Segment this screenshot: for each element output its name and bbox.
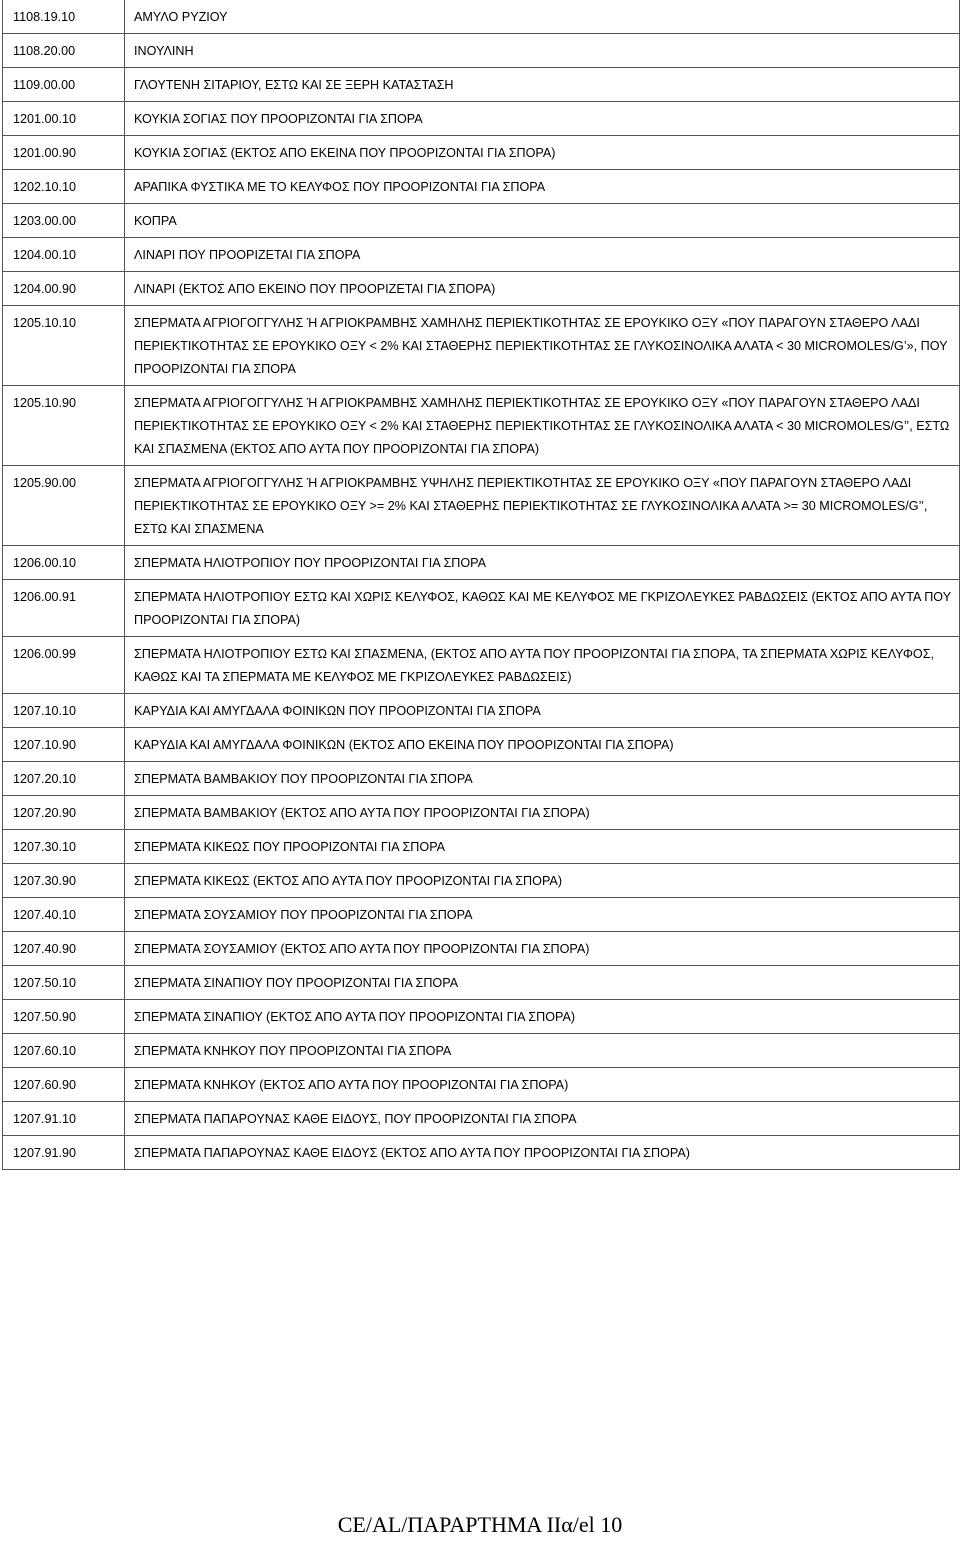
tariff-code-cell: 1207.60.10 [3, 1034, 125, 1068]
tariff-code-cell: 1207.30.90 [3, 864, 125, 898]
table-body [3, 0, 959, 1169]
tariff-code-cell: 1206.00.91 [3, 580, 125, 637]
description-cell: ΣΠΕΡΜΑΤΑ ΑΓΡΙΟΓΟΓΓΥΛΗΣ Ή ΑΓΡΙΟΚΡΑΜΒΗΣ ΧΑΜΗΛΗΣ ΠΕΡΙΕΚΤΙΚΟΤΗΤΑΣ ΣΕ ΕΡΟΥΚΙΚΟ ΟΞΥ «ΠΟΥ ΠΑΡΑΓΟΥΝ ΣΤΑΘΕΡΟ ΛΑΔΙ ΠΕΡΙΕΚΤΙΚΟΤΗΤΑΣ ΣΕ ΕΡΟΥΚΙΚΟ ΟΞΥ < 2% ΚΑΙ ΣΤΑΘΕΡΗΣ ΠΕΡΙΕΚΤΙΚΟΤΗΤΑΣ ΣΕ ΓΛΥΚΟΣΙΝΟΛΙΚΑ ΑΛΑΤΑ < 30 MICROMOLES/G’’, ΕΣΤΩ ΚΑΙ ΣΠΑΣΜΕΝΑ (ΕΚΤΟΣ ΑΠΟ ΑΥΤΑ ΠΟΥ ΠΡΟΟΡΙΖΟΝΤΑΙ ΓΙΑ ΣΠΟΡΑ) [125, 386, 960, 466]
description-cell: ΑΡΑΠΙΚΑ ΦΥΣΤΙΚΑ ΜΕ ΤΟ ΚΕΛΥΦΟΣ ΠΟΥ ΠΡΟΟΡΙΖΟΝΤΑΙ ΓΙΑ ΣΠΟΡΑ [125, 170, 960, 204]
table-row [3, 306, 959, 386]
table-row [3, 694, 959, 728]
description-cell: ΣΠΕΡΜΑΤΑ ΣΙΝΑΠΙΟΥ ΠΟΥ ΠΡΟΟΡΙΖΟΝΤΑΙ ΓΙΑ ΣΠΟΡΑ [125, 966, 960, 1000]
page-footer: CE/AL/ΠΑΡΑΡΤΗΜΑ IIα/el 10 [337, 1512, 623, 1537]
description-cell: ΣΠΕΡΜΑΤΑ ΣΙΝΑΠΙΟΥ (ΕΚΤΟΣ ΑΠΟ ΑΥΤΑ ΠΟΥ ΠΡΟΟΡΙΖΟΝΤΑΙ ΓΙΑ ΣΠΟΡΑ) [125, 1000, 960, 1034]
tariff-code-cell: 1207.50.10 [3, 966, 125, 1000]
description-cell: ΚΟΠΡΑ [125, 204, 960, 238]
table-row [3, 204, 959, 238]
description-cell: ΚΟΥΚΙΑ ΣΟΓΙΑΣ ΠΟΥ ΠΡΟΟΡΙΖΟΝΤΑΙ ΓΙΑ ΣΠΟΡΑ [125, 102, 960, 136]
table-row [3, 830, 959, 864]
description-cell: ΚΟΥΚΙΑ ΣΟΓΙΑΣ (ΕΚΤΟΣ ΑΠΟ ΕΚΕΙΝΑ ΠΟΥ ΠΡΟΟΡΙΖΟΝΤΑΙ ΓΙΑ ΣΠΟΡΑ) [125, 136, 960, 170]
description-cell: ΣΠΕΡΜΑΤΑ ΚΝΗΚΟΥ ΠΟΥ ΠΡΟΟΡΙΖΟΝΤΑΙ ΓΙΑ ΣΠΟΡΑ [125, 1034, 960, 1068]
table-row [3, 546, 959, 580]
tariff-code-cell: 1205.10.10 [3, 306, 125, 386]
table-row [3, 966, 959, 1000]
table-row [3, 34, 959, 68]
description-cell: ΣΠΕΡΜΑΤΑ ΑΓΡΙΟΓΟΓΓΥΛΗΣ Ή ΑΓΡΙΟΚΡΑΜΒΗΣ ΥΨΗΛΗΣ ΠΕΡΙΕΚΤΙΚΟΤΗΤΑΣ ΣΕ ΕΡΟΥΚΙΚΟ ΟΞΥ «ΠΟΥ ΠΑΡΑΓΟΥΝ ΣΤΑΘΕΡΟ ΛΑΔΙ ΠΕΡΙΕΚΤΙΚΟΤΗΤΑΣ ΣΕ ΕΡΟΥΚΙΚΟ ΟΞΥ >= 2% ΚΑΙ ΣΤΑΘΕΡΗΣ ΠΕΡΙΕΚΤΙΚΟΤΗΤΑΣ ΣΕ ΓΛΥΚΟΣΙΝΟΛΙΚΑ ΑΛΑΤΑ >= 30 MICROMOLES/G’’, ΕΣΤΩ ΚΑΙ ΣΠΑΣΜΕΝΑ [125, 466, 960, 546]
description-cell: ΛΙΝΑΡΙ (ΕΚΤΟΣ ΑΠΟ ΕΚΕΙΝΟ ΠΟΥ ΠΡΟΟΡΙΖΕΤΑΙ ΓΙΑ ΣΠΟΡΑ) [125, 272, 960, 306]
tariff-code-cell: 1207.10.90 [3, 728, 125, 762]
description-cell: ΣΠΕΡΜΑΤΑ ΑΓΡΙΟΓΟΓΓΥΛΗΣ Ή ΑΓΡΙΟΚΡΑΜΒΗΣ ΧΑΜΗΛΗΣ ΠΕΡΙΕΚΤΙΚΟΤΗΤΑΣ ΣΕ ΕΡΟΥΚΙΚΟ ΟΞΥ «ΠΟΥ ΠΑΡΑΓΟΥΝ ΣΤΑΘΕΡΟ ΛΑΔΙ ΠΕΡΙΕΚΤΙΚΟΤΗΤΑΣ ΣΕ ΕΡΟΥΚΙΚΟ ΟΞΥ < 2% ΚΑΙ ΣΤΑΘΕΡΗΣ ΠΕΡΙΕΚΤΙΚΟΤΗΤΑΣ ΣΕ ΓΛΥΚΟΣΙΝΟΛΙΚΑ ΑΛΑΤΑ < 30 MICROMOLES/G’», ΠΟΥ ΠΡΟΟΡΙΖΟΝΤΑΙ ΓΙΑ ΣΠΟΡΑ [125, 306, 960, 386]
tariff-code-cell: 1108.20.00 [3, 34, 125, 68]
tariff-code-cell: 1202.10.10 [3, 170, 125, 204]
description-cell: ΣΠΕΡΜΑΤΑ ΒΑΜΒΑΚΙΟΥ (ΕΚΤΟΣ ΑΠΟ ΑΥΤΑ ΠΟΥ ΠΡΟΟΡΙΖΟΝΤΑΙ ΓΙΑ ΣΠΟΡΑ) [125, 796, 960, 830]
description-cell: ΣΠΕΡΜΑΤΑ ΒΑΜΒΑΚΙΟΥ ΠΟΥ ΠΡΟΟΡΙΖΟΝΤΑΙ ΓΙΑ ΣΠΟΡΑ [125, 762, 960, 796]
tariff-code-cell: 1205.10.90 [3, 386, 125, 466]
tariff-code-cell: 1201.00.10 [3, 102, 125, 136]
tariff-code-cell: 1205.90.00 [3, 466, 125, 546]
description-cell: ΣΠΕΡΜΑΤΑ ΣΟΥΣΑΜΙΟΥ (ΕΚΤΟΣ ΑΠΟ ΑΥΤΑ ΠΟΥ ΠΡΟΟΡΙΖΟΝΤΑΙ ΓΙΑ ΣΠΟΡΑ) [125, 932, 960, 966]
table-row [3, 728, 959, 762]
tariff-code-cell: 1207.10.10 [3, 694, 125, 728]
description-cell: ΛΙΝΑΡΙ ΠΟΥ ΠΡΟΟΡΙΖΕΤΑΙ ΓΙΑ ΣΠΟΡΑ [125, 238, 960, 272]
description-cell: ΑΜΥΛΟ ΡΥΖΙΟΥ [134, 10, 228, 24]
table-row [3, 1000, 959, 1034]
tariff-code-cell: 1207.50.90 [3, 1000, 125, 1034]
tariff-code-cell: 1206.00.99 [3, 637, 125, 694]
table-row [3, 932, 959, 966]
tariff-code-cell: 1207.60.90 [3, 1068, 125, 1102]
description-cell: ΣΠΕΡΜΑΤΑ ΠΑΠΑΡΟΥΝΑΣ ΚΑΘΕ ΕΙΔΟΥΣ (ΕΚΤΟΣ ΑΠΟ ΑΥΤΑ ΠΟΥ ΠΡΟΟΡΙΖΟΝΤΑΙ ΓΙΑ ΣΠΟΡΑ) [125, 1136, 960, 1170]
tariff-code-cell: 1207.40.10 [3, 898, 125, 932]
table-row [3, 170, 959, 204]
description-cell: ΚΑΡΥΔΙΑ ΚΑΙ ΑΜΥΓΔΑΛΑ ΦΟΙΝΙΚΩΝ (ΕΚΤΟΣ ΑΠΟ ΕΚΕΙΝΑ ΠΟΥ ΠΡΟΟΡΙΖΟΝΤΑΙ ΓΙΑ ΣΠΟΡΑ) [125, 728, 960, 762]
table-row [3, 864, 959, 898]
table-row [3, 386, 959, 466]
table-row [3, 1034, 959, 1068]
table-row [3, 796, 959, 830]
tariff-code-cell: 1207.91.90 [3, 1136, 125, 1170]
tariff-code-cell: 1206.00.10 [3, 546, 125, 580]
tariff-code-cell: 1201.00.90 [3, 136, 125, 170]
tariff-code-table [2, 0, 960, 1170]
table-row [3, 272, 959, 306]
tariff-code-cell: 1108.19.10 [3, 0, 125, 34]
tariff-code-cell: 1109.00.00 [3, 68, 125, 102]
description-cell: ΣΠΕΡΜΑΤΑ ΚΙΚΕΩΣ ΠΟΥ ΠΡΟΟΡΙΖΟΝΤΑΙ ΓΙΑ ΣΠΟΡΑ [125, 830, 960, 864]
table-row [3, 580, 959, 637]
tariff-code-cell: 1204.00.10 [3, 238, 125, 272]
description-cell: ΣΠΕΡΜΑΤΑ ΚΙΚΕΩΣ (ΕΚΤΟΣ ΑΠΟ ΑΥΤΑ ΠΟΥ ΠΡΟΟΡΙΖΟΝΤΑΙ ΓΙΑ ΣΠΟΡΑ) [125, 864, 960, 898]
table-row [3, 68, 959, 102]
tariff-code-cell: 1207.91.10 [3, 1102, 125, 1136]
description-cell: ΙΝΟΥΛΙΝΗ [125, 34, 960, 68]
tariff-code-cell: 1207.20.90 [3, 796, 125, 830]
table-row [3, 136, 959, 170]
tariff-code-cell: 1203.00.00 [3, 204, 125, 238]
tariff-code-cell: 1207.20.10 [3, 762, 125, 796]
table-row [3, 466, 959, 546]
table-row [3, 637, 959, 694]
table-row [3, 1068, 959, 1102]
table-row [3, 0, 959, 34]
tariff-code-cell: 1204.00.90 [3, 272, 125, 306]
description-cell: ΓΛΟΥΤΕΝΗ ΣΙΤΑΡΙΟΥ, ΕΣΤΩ ΚΑΙ ΣΕ ΞΕΡΗ ΚΑΤΑΣΤΑΣΗ [125, 68, 960, 102]
tariff-code-cell: 1207.40.90 [3, 932, 125, 966]
table-row [3, 1136, 959, 1170]
description-cell: ΣΠΕΡΜΑΤΑ ΠΑΠΑΡΟΥΝΑΣ ΚΑΘΕ ΕΙΔΟΥΣ, ΠΟΥ ΠΡΟΟΡΙΖΟΝΤΑΙ ΓΙΑ ΣΠΟΡΑ [125, 1102, 960, 1136]
table-row [3, 1102, 959, 1136]
table-row [3, 898, 959, 932]
table-row [3, 102, 959, 136]
description-cell: ΣΠΕΡΜΑΤΑ ΗΛΙΟΤΡΟΠΙΟΥ ΕΣΤΩ ΚΑΙ ΧΩΡΙΣ ΚΕΛΥΦΟΣ, ΚΑΘΩΣ ΚΑΙ ΜΕ ΚΕΛΥΦΟΣ ΜΕ ΓΚΡΙΖΟΛΕΥΚΕΣ ΡΑΒΔΩΣΕΙΣ (ΕΚΤΟΣ ΑΠΟ ΑΥΤΑ ΠΟΥ ΠΡΟΟΡΙΖΟΝΤΑΙ ΓΙΑ ΣΠΟΡΑ) [125, 580, 960, 637]
description-cell: ΣΠΕΡΜΑΤΑ ΚΝΗΚΟΥ (ΕΚΤΟΣ ΑΠΟ ΑΥΤΑ ΠΟΥ ΠΡΟΟΡΙΖΟΝΤΑΙ ΓΙΑ ΣΠΟΡΑ) [125, 1068, 960, 1102]
table-row [3, 238, 959, 272]
tariff-code-cell: 1207.30.10 [3, 830, 125, 864]
description-cell: ΣΠΕΡΜΑΤΑ ΣΟΥΣΑΜΙΟΥ ΠΟΥ ΠΡΟΟΡΙΖΟΝΤΑΙ ΓΙΑ ΣΠΟΡΑ [125, 898, 960, 932]
codes-table [3, 0, 959, 1169]
description-cell: ΚΑΡΥΔΙΑ ΚΑΙ ΑΜΥΓΔΑΛΑ ΦΟΙΝΙΚΩΝ ΠΟΥ ΠΡΟΟΡΙΖΟΝΤΑΙ ΓΙΑ ΣΠΟΡΑ [125, 694, 960, 728]
description-cell: ΣΠΕΡΜΑΤΑ ΗΛΙΟΤΡΟΠΙΟΥ ΠΟΥ ΠΡΟΟΡΙΖΟΝΤΑΙ ΓΙΑ ΣΠΟΡΑ [125, 546, 960, 580]
table-row [3, 762, 959, 796]
description-cell: ΣΠΕΡΜΑΤΑ ΗΛΙΟΤΡΟΠΙΟΥ ΕΣΤΩ ΚΑΙ ΣΠΑΣΜΕΝΑ, (ΕΚΤΟΣ ΑΠΟ ΑΥΤΑ ΠΟΥ ΠΡΟΟΡΙΖΟΝΤΑΙ ΓΙΑ ΣΠΟΡΑ, ΤΑ ΣΠΕΡΜΑΤΑ ΧΩΡΙΣ ΚΕΛΥΦΟΣ, ΚΑΘΩΣ ΚΑΙ ΤΑ ΣΠΕΡΜΑΤΑ ΜΕ ΚΕΛΥΦΟΣ ΜΕ ΓΚΡΙΖΟΛΕΥΚΕΣ ΡΑΒΔΩΣΕΙΣ) [125, 637, 960, 694]
